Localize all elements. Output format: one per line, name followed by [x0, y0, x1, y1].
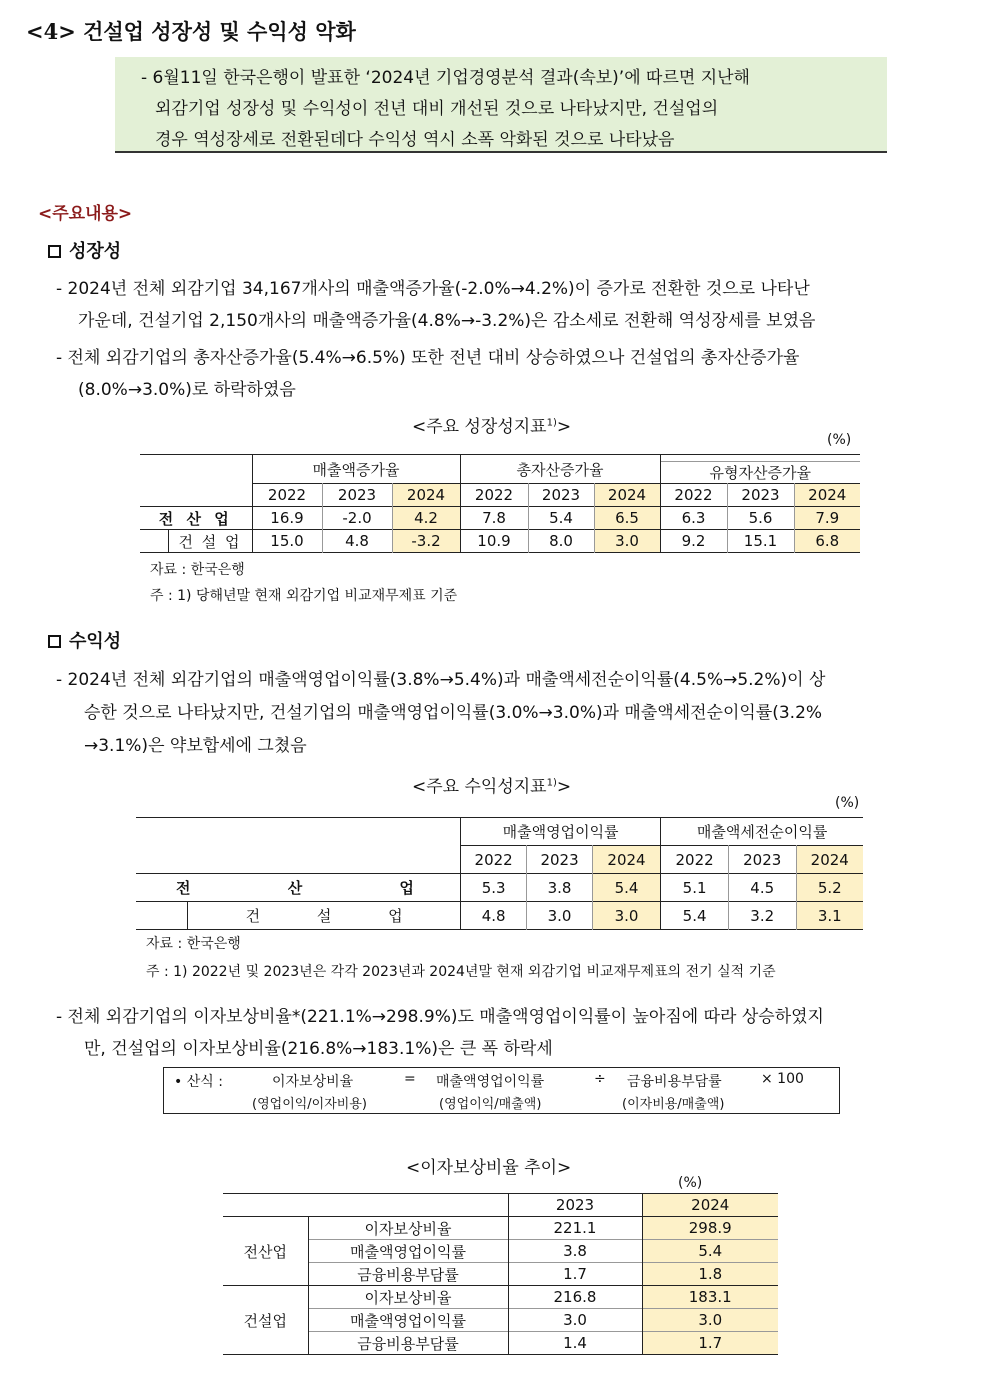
profit-heading-text: 수익성: [69, 631, 122, 652]
profit-heading: [48, 627, 121, 653]
growth-heading-text: 성장성: [69, 241, 122, 262]
year-header: 2022: [460, 484, 528, 507]
group-header: 총자산증가율: [460, 455, 660, 484]
table-row: [140, 507, 860, 530]
cell: 3.2: [728, 902, 796, 930]
bullet-line: 가운데, 건설기업 2,150개사의 매출액증가율(4.8%→-3.2%)은 감소세로 전환해 역성장세를 보였음: [78, 311, 816, 331]
interest-table: [223, 1193, 778, 1355]
cell: -3.2: [392, 530, 460, 553]
year-header: 2022: [661, 846, 729, 874]
formula-term: 이자보상비율: [272, 1074, 354, 1090]
summary-box: [115, 57, 887, 153]
growth-table: [140, 454, 860, 553]
year-header: 2024: [594, 484, 660, 507]
year-header: 2024: [592, 846, 661, 874]
formula-sub: (영업이익/매출액): [439, 1097, 542, 1112]
bullet-line: - 전체 외감기업의 이자보상비율*(221.1%→298.9%)도 매출액영업이익률이 높아짐에 따라 상승하였지: [56, 1007, 824, 1027]
cell: 7.8: [460, 507, 528, 530]
cell: 4.2: [392, 507, 460, 530]
year-header: 2022: [252, 484, 322, 507]
cell: 15.0: [252, 530, 322, 553]
cell: 3.8: [527, 874, 592, 902]
cell: 3.1: [796, 902, 863, 930]
cell: 1.7: [508, 1263, 642, 1286]
year-header: 2024: [794, 484, 860, 507]
row-label: 전 산 업: [140, 507, 252, 530]
cell: 6.8: [794, 530, 860, 553]
cell: 3.8: [508, 1240, 642, 1263]
cell: 1.7: [642, 1332, 778, 1355]
cell: 3.0: [527, 902, 592, 930]
formula-operator: × 100: [761, 1071, 804, 1087]
group-label: 전산업: [223, 1217, 308, 1286]
formula-prefix: • 산식 :: [174, 1074, 223, 1090]
section-label: <주요내용>: [38, 204, 133, 224]
cell: 3.0: [592, 902, 661, 930]
cell: 9.2: [660, 530, 727, 553]
source-note: 자료 : 한국은행: [146, 936, 241, 952]
row-label: 매출액영업이익률: [308, 1309, 508, 1332]
formula-operator: =: [404, 1071, 416, 1087]
bullet-line: 만, 건설업의 이자보상비율(216.8%→183.1%)은 큰 폭 하락세: [84, 1039, 553, 1059]
table-row: [136, 902, 863, 930]
cell: 16.9: [252, 507, 322, 530]
formula-sub: (영업이익/이자비용): [252, 1097, 367, 1112]
year-header: 2024: [796, 846, 863, 874]
row-label: 건 설 업: [188, 902, 461, 930]
cell: 3.0: [642, 1309, 778, 1332]
row-label: 이자보상비율: [308, 1217, 508, 1240]
cell: 3.0: [594, 530, 660, 553]
footnote: 주 : 1) 당해년말 현재 외감기업 비교재무제표 기준: [150, 588, 458, 604]
profit-table: [136, 817, 863, 930]
growth-heading: [48, 237, 121, 263]
cell: 5.3: [460, 874, 526, 902]
cell: 221.1: [508, 1217, 642, 1240]
year-header: 2022: [460, 846, 526, 874]
year-header: 2023: [727, 484, 794, 507]
bullet-line: (8.0%→3.0%)로 하락하였음: [78, 380, 296, 400]
year-header: 2023: [528, 484, 594, 507]
cell: 216.8: [508, 1286, 642, 1309]
source-note: 자료 : 한국은행: [150, 562, 245, 578]
cell: 5.4: [592, 874, 661, 902]
cell: 6.5: [594, 507, 660, 530]
formula-term: 금융비용부담률: [627, 1074, 722, 1090]
row-label: 금융비용부담률: [308, 1263, 508, 1286]
interest-table-caption: <이자보상비율 추이>: [406, 1158, 572, 1178]
group-header: 매출액세전순이익률: [696, 823, 828, 841]
cell: 1.8: [642, 1263, 778, 1286]
cell: 4.8: [460, 902, 526, 930]
checkbox-square-icon: [48, 635, 61, 648]
formula-sub: (이자비용/매출액): [622, 1097, 725, 1112]
unit-label: (%): [678, 1175, 703, 1191]
group-label: 건설업: [223, 1286, 308, 1355]
page-title: <4> 건설업 성장성 및 수익성 악화: [26, 19, 356, 44]
year-header: 2023: [527, 846, 592, 874]
row-label: 매출액영업이익률: [308, 1240, 508, 1263]
cell: 3.0: [508, 1309, 642, 1332]
formula-box: [163, 1067, 840, 1114]
cell: 6.3: [660, 507, 727, 530]
summary-line: 외감기업 성장성 및 수익성이 전년 대비 개선된 것으로 나타났지만, 건설업의: [155, 99, 719, 119]
year-header: 2023: [322, 484, 392, 507]
cell: 5.4: [661, 902, 729, 930]
summary-line: 경우 역성장세로 전환된데다 수익성 역시 소폭 악화된 것으로 나타났음: [155, 130, 675, 150]
group-header: 유형자산증가율: [660, 455, 860, 484]
cell: 7.9: [794, 507, 860, 530]
cell: 5.6: [727, 507, 794, 530]
growth-table-caption: <주요 성장성지표$^{1)}$>: [412, 417, 572, 437]
profit-table-caption: <주요 수익성지표$^{1)}$>: [412, 777, 572, 797]
unit-label: (%): [827, 432, 852, 448]
cell: 5.4: [528, 507, 594, 530]
cell: 8.0: [528, 530, 594, 553]
cell: 1.4: [508, 1332, 642, 1355]
group-header: 매출액영업이익률: [460, 818, 660, 846]
table-row: [136, 874, 863, 902]
unit-label: (%): [835, 795, 860, 811]
checkbox-square-icon: [48, 245, 61, 258]
table-row: [140, 530, 860, 553]
bullet-line: 승한 것으로 나타났지만, 건설기업의 매출액영업이익률(3.0%→3.0%)과 매출액세전순이익률(3.2%: [84, 703, 823, 723]
footnote: 주 : 1) 2022년 및 2023년은 각각 2023년과 2024년말 현재 외감기업 비교재무제표의 전기 실적 기준: [146, 964, 776, 980]
cell: -2.0: [322, 507, 392, 530]
cell: 5.1: [661, 874, 729, 902]
row-label: 건 설 업: [168, 530, 252, 553]
row-label: 전 산 업: [136, 874, 460, 902]
bullet-line: - 2024년 전체 외감기업의 매출액영업이익률(3.8%→5.4%)과 매출액세전순이익률(4.5%→5.2%)이 상: [56, 670, 826, 690]
cell: 15.1: [727, 530, 794, 553]
cell: 5.2: [796, 874, 863, 902]
row-label: 금융비용부담률: [308, 1332, 508, 1355]
year-header: 2023: [728, 846, 796, 874]
cell: 5.4: [642, 1240, 778, 1263]
year-header: 2023: [508, 1194, 642, 1217]
cell: 10.9: [460, 530, 528, 553]
bullet-line: - 2024년 전체 외감기업 34,167개사의 매출액증가율(-2.0%→4.2%)이 증가로 전환한 것으로 나타난: [56, 279, 810, 299]
table-row: [223, 1217, 778, 1240]
year-header: 2024: [642, 1194, 778, 1217]
year-header: 2024: [392, 484, 460, 507]
bullet-line: - 전체 외감기업의 총자산증가율(5.4%→6.5%) 또한 전년 대비 상승하였으나 건설업의 총자산증가율: [56, 348, 800, 368]
table-row: [223, 1286, 778, 1309]
year-header: 2022: [660, 484, 727, 507]
group-header: 매출액증가율: [252, 455, 460, 484]
summary-line: - 6월11일 한국은행이 발표한 ‘2024년 기업경영분석 결과(속보)’에 따르면 지난해: [141, 68, 750, 88]
cell: 298.9: [642, 1217, 778, 1240]
cell: 4.5: [728, 874, 796, 902]
row-label: 이자보상비율: [308, 1286, 508, 1309]
formula-term: 매출액영업이익률: [436, 1074, 545, 1090]
cell: 183.1: [642, 1286, 778, 1309]
formula-operator: ÷: [594, 1071, 606, 1087]
cell: 4.8: [322, 530, 392, 553]
bullet-line: →3.1%)은 약보합세에 그쳤음: [84, 736, 307, 756]
